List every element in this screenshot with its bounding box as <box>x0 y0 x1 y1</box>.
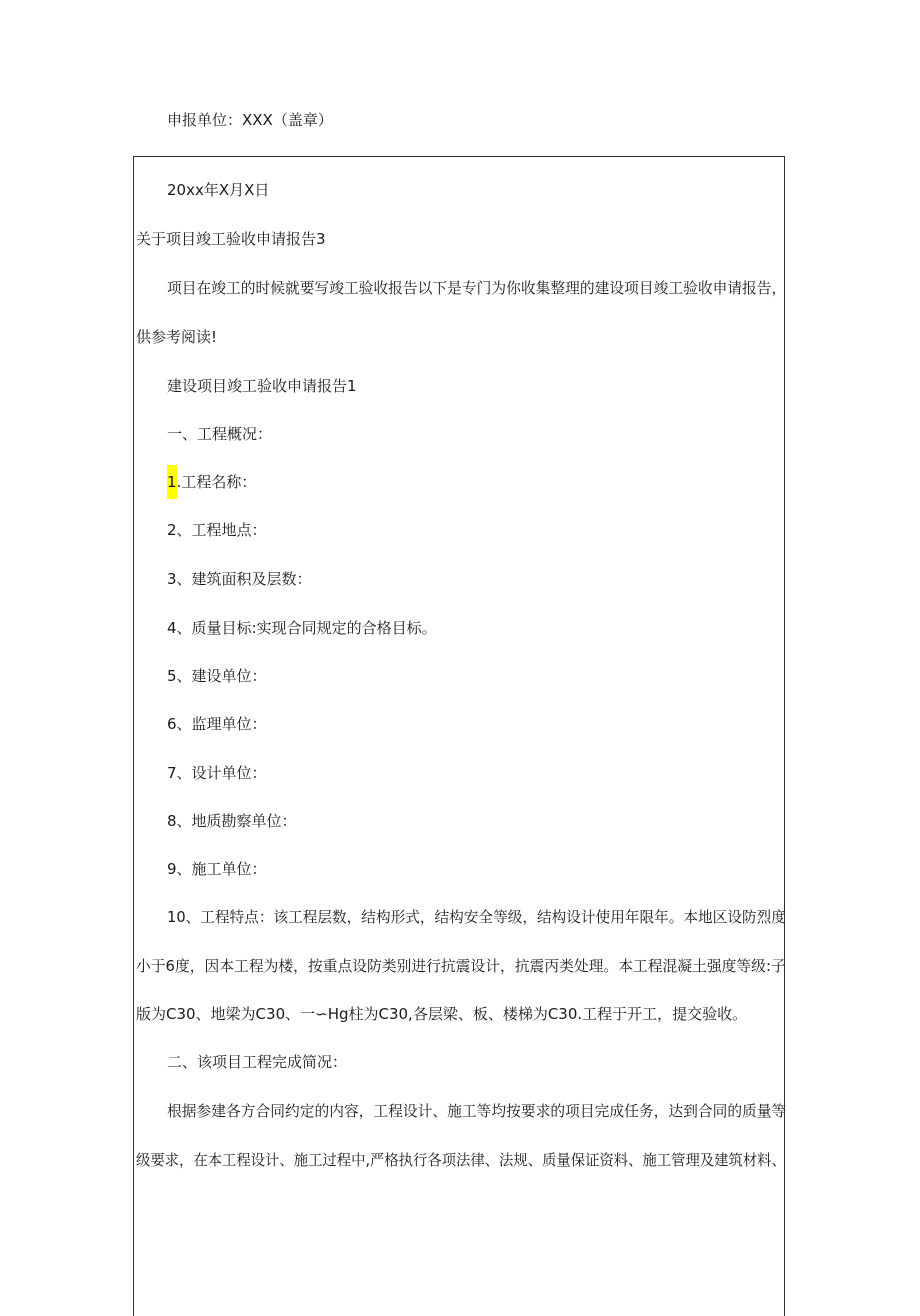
item-6: 6、监理单位： <box>167 715 267 733</box>
highlight-mark: 1 <box>167 465 177 499</box>
item-5: 5、建设单位： <box>167 667 267 685</box>
item-10-line-1: 10、工程特点：该工程层数，结构形式，结构安全等级，结构设计使用年限年。本地区设防烈度 <box>167 908 786 926</box>
item-7: 7、设计单位： <box>167 764 267 782</box>
doc-title: 关于项目竣工验收申请报告3 <box>136 230 326 248</box>
item-10-line-2: 小于6度，因本工程为楼，按重点设防类别进行抗震设计，抗震丙类处理。本工程混凝土强度等级:子 <box>136 957 786 975</box>
intro-line-1: 项目在竣工的时候就要写竣工验收报告以下是专门为你收集整理的建设项目竣工验收申请报告， <box>167 279 787 297</box>
document-frame <box>133 156 785 1316</box>
item-10-line-3: 版为C30、地梁为C30、一∽Hg柱为C30,各层梁、板、楼梯为C30.工程于开工，提交验收。 <box>136 1005 748 1023</box>
item-3: 3、建筑面积及层数： <box>167 570 312 588</box>
item-4: 4、质量目标:实现合同规定的合格目标。 <box>167 619 437 637</box>
item-1-text: .工程名称： <box>176 473 257 491</box>
section-1-heading: 一、工程概况： <box>167 425 273 443</box>
item-1 <box>167 472 256 492</box>
para-2-line-2: 级要求，在本工程设计、施工过程中,严格执行各项法律、法规、质量保证资料、施工管理及建筑材料、 <box>136 1151 786 1169</box>
date-line: 20xx年X月X日 <box>167 181 270 199</box>
intro-line-2: 供参考阅读! <box>136 328 218 346</box>
report-title: 建设项目竣工验收申请报告1 <box>167 377 357 395</box>
item-8: 8、地质勘察单位： <box>167 812 297 830</box>
applicant-line: 申报单位：XXX（盖章） <box>167 111 333 129</box>
section-2-heading: 二、该项目工程完成简况： <box>167 1053 348 1071</box>
para-2-line-1: 根据参建各方合同约定的内容，工程设计、施工等均按要求的项目完成任务，达到合同的质量等 <box>167 1102 787 1120</box>
item-9: 9、施工单位： <box>167 860 267 878</box>
item-2: 2、工程地点： <box>167 521 267 539</box>
